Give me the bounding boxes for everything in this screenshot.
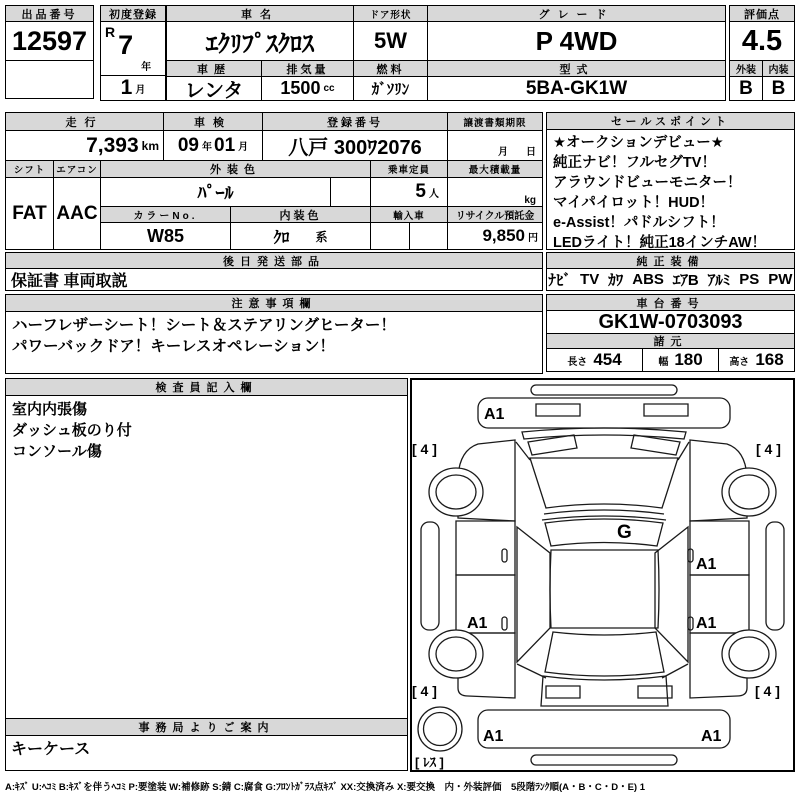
office-info-header: 事務局よりご案内 xyxy=(5,718,408,736)
greenhouse-side-left xyxy=(517,527,550,662)
shift-header: シフト xyxy=(5,160,54,178)
interior-color-header: 内装色 xyxy=(230,206,371,223)
rear-molding xyxy=(531,755,677,765)
spec-height xyxy=(718,348,795,372)
score-header: 評価点 xyxy=(729,5,795,22)
grade-value: P 4WD xyxy=(427,21,726,61)
interior-grade-header: 内装 xyxy=(762,60,795,77)
damage-label-rear-bumper-r: A1 xyxy=(701,728,722,745)
damage-label-front-bumper: A1 xyxy=(484,406,505,423)
max-load-header: 最大積載量 xyxy=(447,160,543,178)
legend-text: A:ｷｽﾞ U:ﾍｺﾐ B:ｷｽﾞを伴うﾍｺﾐ P:要塗装 W:補修跡 S:錆 C:腐食 G:ﾌﾛﾝﾄｶﾞﾗｽ点ｷｽﾞ XX:交換済み X:要交換 内・外装評価 5段階ﾗﾝｸ順(A・B・C・D・E) 1 xyxy=(5,782,646,793)
model-code-value: 5BA-GK1W xyxy=(427,76,726,101)
rear-glass xyxy=(545,632,664,676)
specs-header: 諸元 xyxy=(546,333,795,349)
fold-line-fl xyxy=(516,442,530,460)
fuel-value: ｶﾞｿﾘﾝ xyxy=(353,76,428,101)
exterior-color-header: 外装色 xyxy=(100,160,371,178)
capacity-number: 5 xyxy=(415,181,426,202)
spec-length-value: 454 xyxy=(593,350,622,369)
era-code: R xyxy=(105,24,116,40)
tailgate xyxy=(541,676,668,706)
inspection-year-unit: 年 xyxy=(202,142,212,153)
import-car-header: 輸入車 xyxy=(370,206,448,223)
damage-label-door-rr: A1 xyxy=(696,615,717,632)
inspection-value xyxy=(163,130,263,161)
mileage-header: 走行 xyxy=(5,112,164,131)
recycle-unit: 円 xyxy=(528,232,538,244)
equip-item: TV xyxy=(580,271,600,288)
registration-number-value: 八戸 300ﾜ2076 xyxy=(262,130,448,161)
sales-line: アラウンドビューモニター！ xyxy=(553,175,742,191)
damage-label-door-fr: A1 xyxy=(696,556,717,573)
equip-item: ｱﾙﾐ xyxy=(707,272,731,289)
cautions-body xyxy=(5,311,543,374)
transfer-day-unit: 日 xyxy=(526,147,536,158)
fold-line-rr xyxy=(662,664,688,678)
tire-mark-fr: [ 4 ] xyxy=(756,441,781,457)
first-registration-year xyxy=(100,21,166,76)
fold-line-rl xyxy=(517,664,546,678)
recycle-deposit-value xyxy=(447,222,543,250)
transfer-deadline-value xyxy=(447,130,543,161)
car-history-value: レンタ xyxy=(166,76,262,101)
reg-month: 1 xyxy=(120,76,133,99)
lot-number-header: 出品番号 xyxy=(5,5,94,22)
interior-color-value xyxy=(230,222,371,250)
inspection-month-unit: 月 xyxy=(238,142,249,153)
inspector-line: ダッシュ板のり付 xyxy=(12,422,132,439)
registration-number-header: 登録番号 xyxy=(262,112,448,131)
door-handle-fl xyxy=(502,549,507,562)
inspector-line: コンソール傷 xyxy=(12,443,102,460)
recycle-deposit-header: リサイクル預託金 xyxy=(447,206,543,223)
wheel-rear-left-rim xyxy=(436,637,476,671)
spare-tire-label: [ ﾚｽ ] xyxy=(415,755,444,770)
tire-mark-fl: [ 4 ] xyxy=(412,441,437,457)
displacement-number: 1500 xyxy=(280,78,321,98)
aircon-value: AAC xyxy=(53,177,101,250)
later-parts-value: 保証書 車両取説 xyxy=(5,268,543,291)
spec-height-value: 168 xyxy=(755,350,784,369)
recycle-number: 9,850 xyxy=(482,226,525,245)
sales-line: e-Assist！パドルシフト！ xyxy=(553,215,725,231)
capacity-header: 乗車定員 xyxy=(370,160,448,178)
color-no-header: カラーNo. xyxy=(100,206,231,223)
first-registration-header: 初度登録 xyxy=(100,5,166,22)
sales-points-body xyxy=(546,129,795,250)
model-code-header: 型式 xyxy=(427,60,726,77)
damage-label-door-rl: A1 xyxy=(467,615,488,632)
lot-empty-cell xyxy=(5,60,94,99)
car-history-header: 車歴 xyxy=(166,60,262,77)
lot-number-value: 12597 xyxy=(5,21,94,61)
exterior-grade-value: B xyxy=(729,76,763,101)
mileage-unit: km xyxy=(141,138,159,153)
door-handle-rl xyxy=(502,617,507,630)
tire-mark-rr: [ 4 ] xyxy=(755,683,780,699)
roof xyxy=(550,550,659,628)
car-name-header: 車名 xyxy=(166,5,354,22)
windshield xyxy=(545,519,663,546)
grade-header: グレード xyxy=(427,5,726,22)
hood-front-edge xyxy=(522,428,686,439)
tire-mark-rl: [ 4 ] xyxy=(412,683,437,699)
reg-year: 7 xyxy=(118,30,134,60)
chassis-number-header: 車台番号 xyxy=(546,294,795,311)
sales-line: 純正ナビ！フルセグTV！ xyxy=(553,155,716,171)
capacity-unit: 人 xyxy=(429,188,439,200)
genuine-equipment-header: 純正装備 xyxy=(546,252,795,269)
inspector-line: 室内内張傷 xyxy=(12,401,88,418)
interior-color-suffix: 系 xyxy=(315,229,328,244)
sales-line: LEDライト！純正18インチAW！ xyxy=(553,235,767,250)
office-info-value: キーケース xyxy=(5,735,408,771)
tail-lamp-left xyxy=(546,686,580,698)
interior-color-name: ｸﾛ xyxy=(273,229,290,247)
sales-points-header: セールスポイント xyxy=(546,112,795,130)
spare-tire-inner xyxy=(424,713,457,746)
rear-bumper xyxy=(478,710,730,748)
displacement-header: 排気量 xyxy=(261,60,354,77)
front-bumper xyxy=(478,398,730,428)
genuine-equipment-value xyxy=(546,268,795,291)
equip-item: ｴｱB xyxy=(672,272,699,289)
damage-label-windshield: G xyxy=(617,522,632,543)
equip-item: ｶﾜ xyxy=(608,272,624,289)
side-sill-left xyxy=(421,522,439,630)
door-shape-header: ドア形状 xyxy=(353,5,428,22)
import-car-cell-a xyxy=(370,222,410,250)
equip-item: PW xyxy=(768,271,793,288)
spec-width-label: 幅 xyxy=(658,356,669,368)
score-value: 4.5 xyxy=(729,21,795,61)
spec-length-label: 長さ xyxy=(567,356,588,368)
max-load-unit: kg xyxy=(524,195,536,206)
sales-line: マイパイロット！HUD！ xyxy=(553,195,715,211)
inspection-header: 車検 xyxy=(163,112,263,131)
front-molding xyxy=(531,385,677,395)
equip-item: ﾅﾋﾞ xyxy=(548,272,572,289)
inspector-notes-body xyxy=(5,395,408,719)
spec-width xyxy=(642,348,719,372)
capacity-value xyxy=(370,177,448,207)
caution-line: パワーバックドア！キーレスオペレーション！ xyxy=(12,338,335,355)
displacement-unit: cc xyxy=(323,83,335,94)
hood xyxy=(530,458,678,508)
damage-label-rear-bumper-l: A1 xyxy=(483,728,504,745)
interior-grade-value: B xyxy=(762,76,795,101)
wheel-front-left-rim xyxy=(436,475,476,509)
front-grille-right xyxy=(644,404,688,416)
inspection-month: 01 xyxy=(214,134,236,156)
side-sill-right xyxy=(766,522,784,630)
aircon-header: エアコン xyxy=(53,160,101,178)
spec-length xyxy=(546,348,643,372)
greenhouse-side-right xyxy=(655,527,688,662)
displacement-value xyxy=(261,76,354,101)
sales-line: ★オークションデビュー★ xyxy=(553,135,724,151)
car-name-value: ｴｸﾘﾌﾟｽｸﾛｽ xyxy=(166,21,354,61)
reg-year-unit: 年 xyxy=(141,62,152,73)
wheel-front-right-rim xyxy=(729,475,769,509)
inspection-year: 09 xyxy=(177,134,199,156)
transfer-month-unit: 月 xyxy=(498,147,508,158)
equip-item: ABS xyxy=(632,271,664,288)
fuel-header: 燃料 xyxy=(353,60,428,77)
cautions-header: 注意事項欄 xyxy=(5,294,543,312)
first-registration-month xyxy=(100,75,166,101)
later-parts-header: 後日発送部品 xyxy=(5,252,543,269)
color-no-value: W85 xyxy=(100,222,231,250)
shift-value: FAT xyxy=(5,177,54,250)
exterior-color-value: ﾊﾟｰﾙ xyxy=(100,177,331,207)
spec-width-value: 180 xyxy=(674,350,703,369)
exterior-color-empty xyxy=(330,177,371,207)
mileage-value xyxy=(5,130,164,161)
front-grille-left xyxy=(536,404,580,416)
chassis-number-value: GK1W-0703093 xyxy=(546,310,795,334)
mileage-number: 7,393 xyxy=(86,133,139,157)
import-car-cell-b xyxy=(409,222,448,250)
damage-diagram xyxy=(410,378,795,772)
exterior-grade-header: 外装 xyxy=(729,60,763,77)
front-door-left xyxy=(456,521,515,575)
inspector-notes-header: 検査員記入欄 xyxy=(5,378,408,396)
transfer-deadline-header: 譲渡書類期限 xyxy=(447,112,543,131)
caution-line: ハーフレザーシート！シート＆ステアリングヒーター！ xyxy=(12,317,396,334)
reg-month-unit: 月 xyxy=(135,84,146,96)
cowl-line-1 xyxy=(544,510,664,514)
door-shape-value: 5W xyxy=(353,21,428,61)
equip-item: PS xyxy=(739,271,760,288)
wheel-rear-right-rim xyxy=(729,637,769,671)
max-load-value xyxy=(447,177,543,207)
spec-height-label: 高さ xyxy=(729,356,750,368)
car-outline-svg xyxy=(412,380,793,770)
